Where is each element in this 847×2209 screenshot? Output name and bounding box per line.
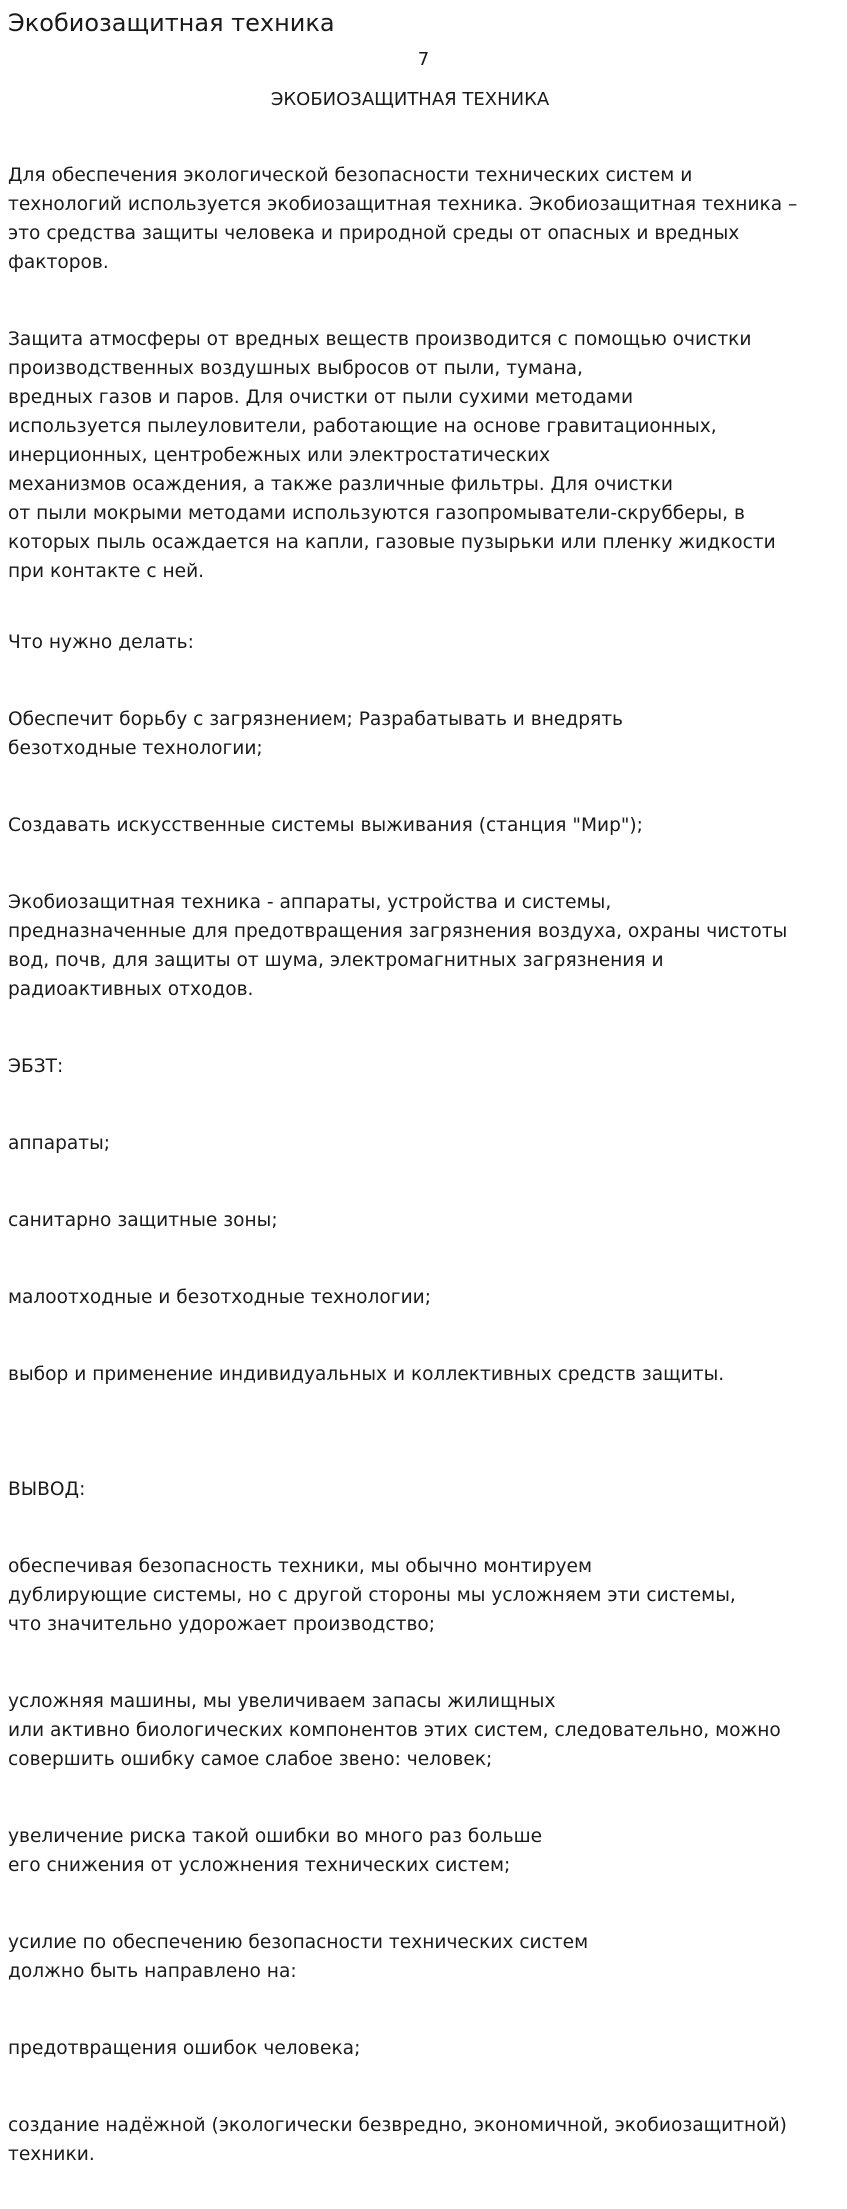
paragraph-apparatus: аппараты; [8, 1133, 111, 1154]
paragraph-conclusion-human-errors: предотвращения ошибок человека; [8, 2038, 361, 2059]
page-number: 7 [417, 49, 430, 70]
paragraph-what-to-do: Что нужно делать: [8, 632, 194, 653]
paragraph-conclusion-reliable-tech: создание надёжной (экологически безвредно, экономичной, экобиозащитной) техники. [8, 2115, 787, 2165]
paragraph-protection-means: выбор и применение индивидуальных и коллективных средств защиты. [8, 1364, 725, 1385]
paragraph-conclusion-complex-machines: усложняя машины, мы увеличиваем запасы жилищных или активно биологических компонентов этих систем, следовательно, можно совершить ошибку самое слабое звено: человек; [8, 1691, 781, 1770]
paragraph-ebzt-label: ЭБЗТ: [8, 1056, 64, 1077]
paragraph-conclusion-duplicate-systems: обеспечивая безопасность техники, мы обычно монтируем дублирующие системы, но с другой стороны мы усложняем эти системы, что значительно удорожает производство; [8, 1556, 736, 1635]
paragraph-ebzt-definition: Экобиозащитная техника - аппараты, устройства и системы, предназначенные для предотвращения загрязнения воздуха, охраны чистоты вод, почв, для защиты от шума, электромагнитных загрязнения и радиоактивных отходов. [8, 892, 788, 1000]
paragraph-conclusion-label: ВЫВОД: [8, 1479, 86, 1500]
paragraph-fight-pollution: Обеспечит борьбу с загрязнением; Разрабатывать и внедрять безотходные технологии; [8, 709, 623, 759]
paragraph-atmosphere-protection: Защита атмосферы от вредных веществ производится с помощью очистки производственных воздушных выбросов от пыли, тумана, вредных газов и паров. Для очистки от пыли сухими методами используется пылеуловители, работающие на основе гравитационных, инерционных, центробежных или электростатических механизмов осаждения, а также различные фильтры. Для очистки от пыли мокрыми методами используются газопромыватели-скрубберы, в которых пыль осаждается на капли, газовые пузырьки или пленку жидкости при контакте с ней. [8, 329, 776, 582]
document-title: Экобиозащитная техника [8, 9, 335, 37]
paragraph-sanitary-zones: санитарно защитные зоны; [8, 1210, 278, 1231]
paragraph-low-waste-tech: малоотходные и безотходные технологии; [8, 1287, 431, 1308]
paragraph-conclusion-effort: усилие по обеспечению безопасности технических систем должно быть направлено на: [8, 1932, 589, 1982]
paragraph-intro: Для обеспечения экологической безопасности технических систем и технологий используется экобиозащитная техника. Экобиозащитная техника – это средства защиты человека и природной среды от опасных и вредных факторов. [8, 165, 798, 273]
paragraph-conclusion-error-risk: увеличение риска такой ошибки во много раз больше его снижения от усложнения технических систем; [8, 1826, 543, 1876]
paragraph-survival-systems: Создавать искусственные системы выживания (станция "Мир"); [8, 815, 643, 836]
section-heading: ЭКОБИОЗАЩИТНАЯ ТЕХНИКА [270, 89, 550, 110]
